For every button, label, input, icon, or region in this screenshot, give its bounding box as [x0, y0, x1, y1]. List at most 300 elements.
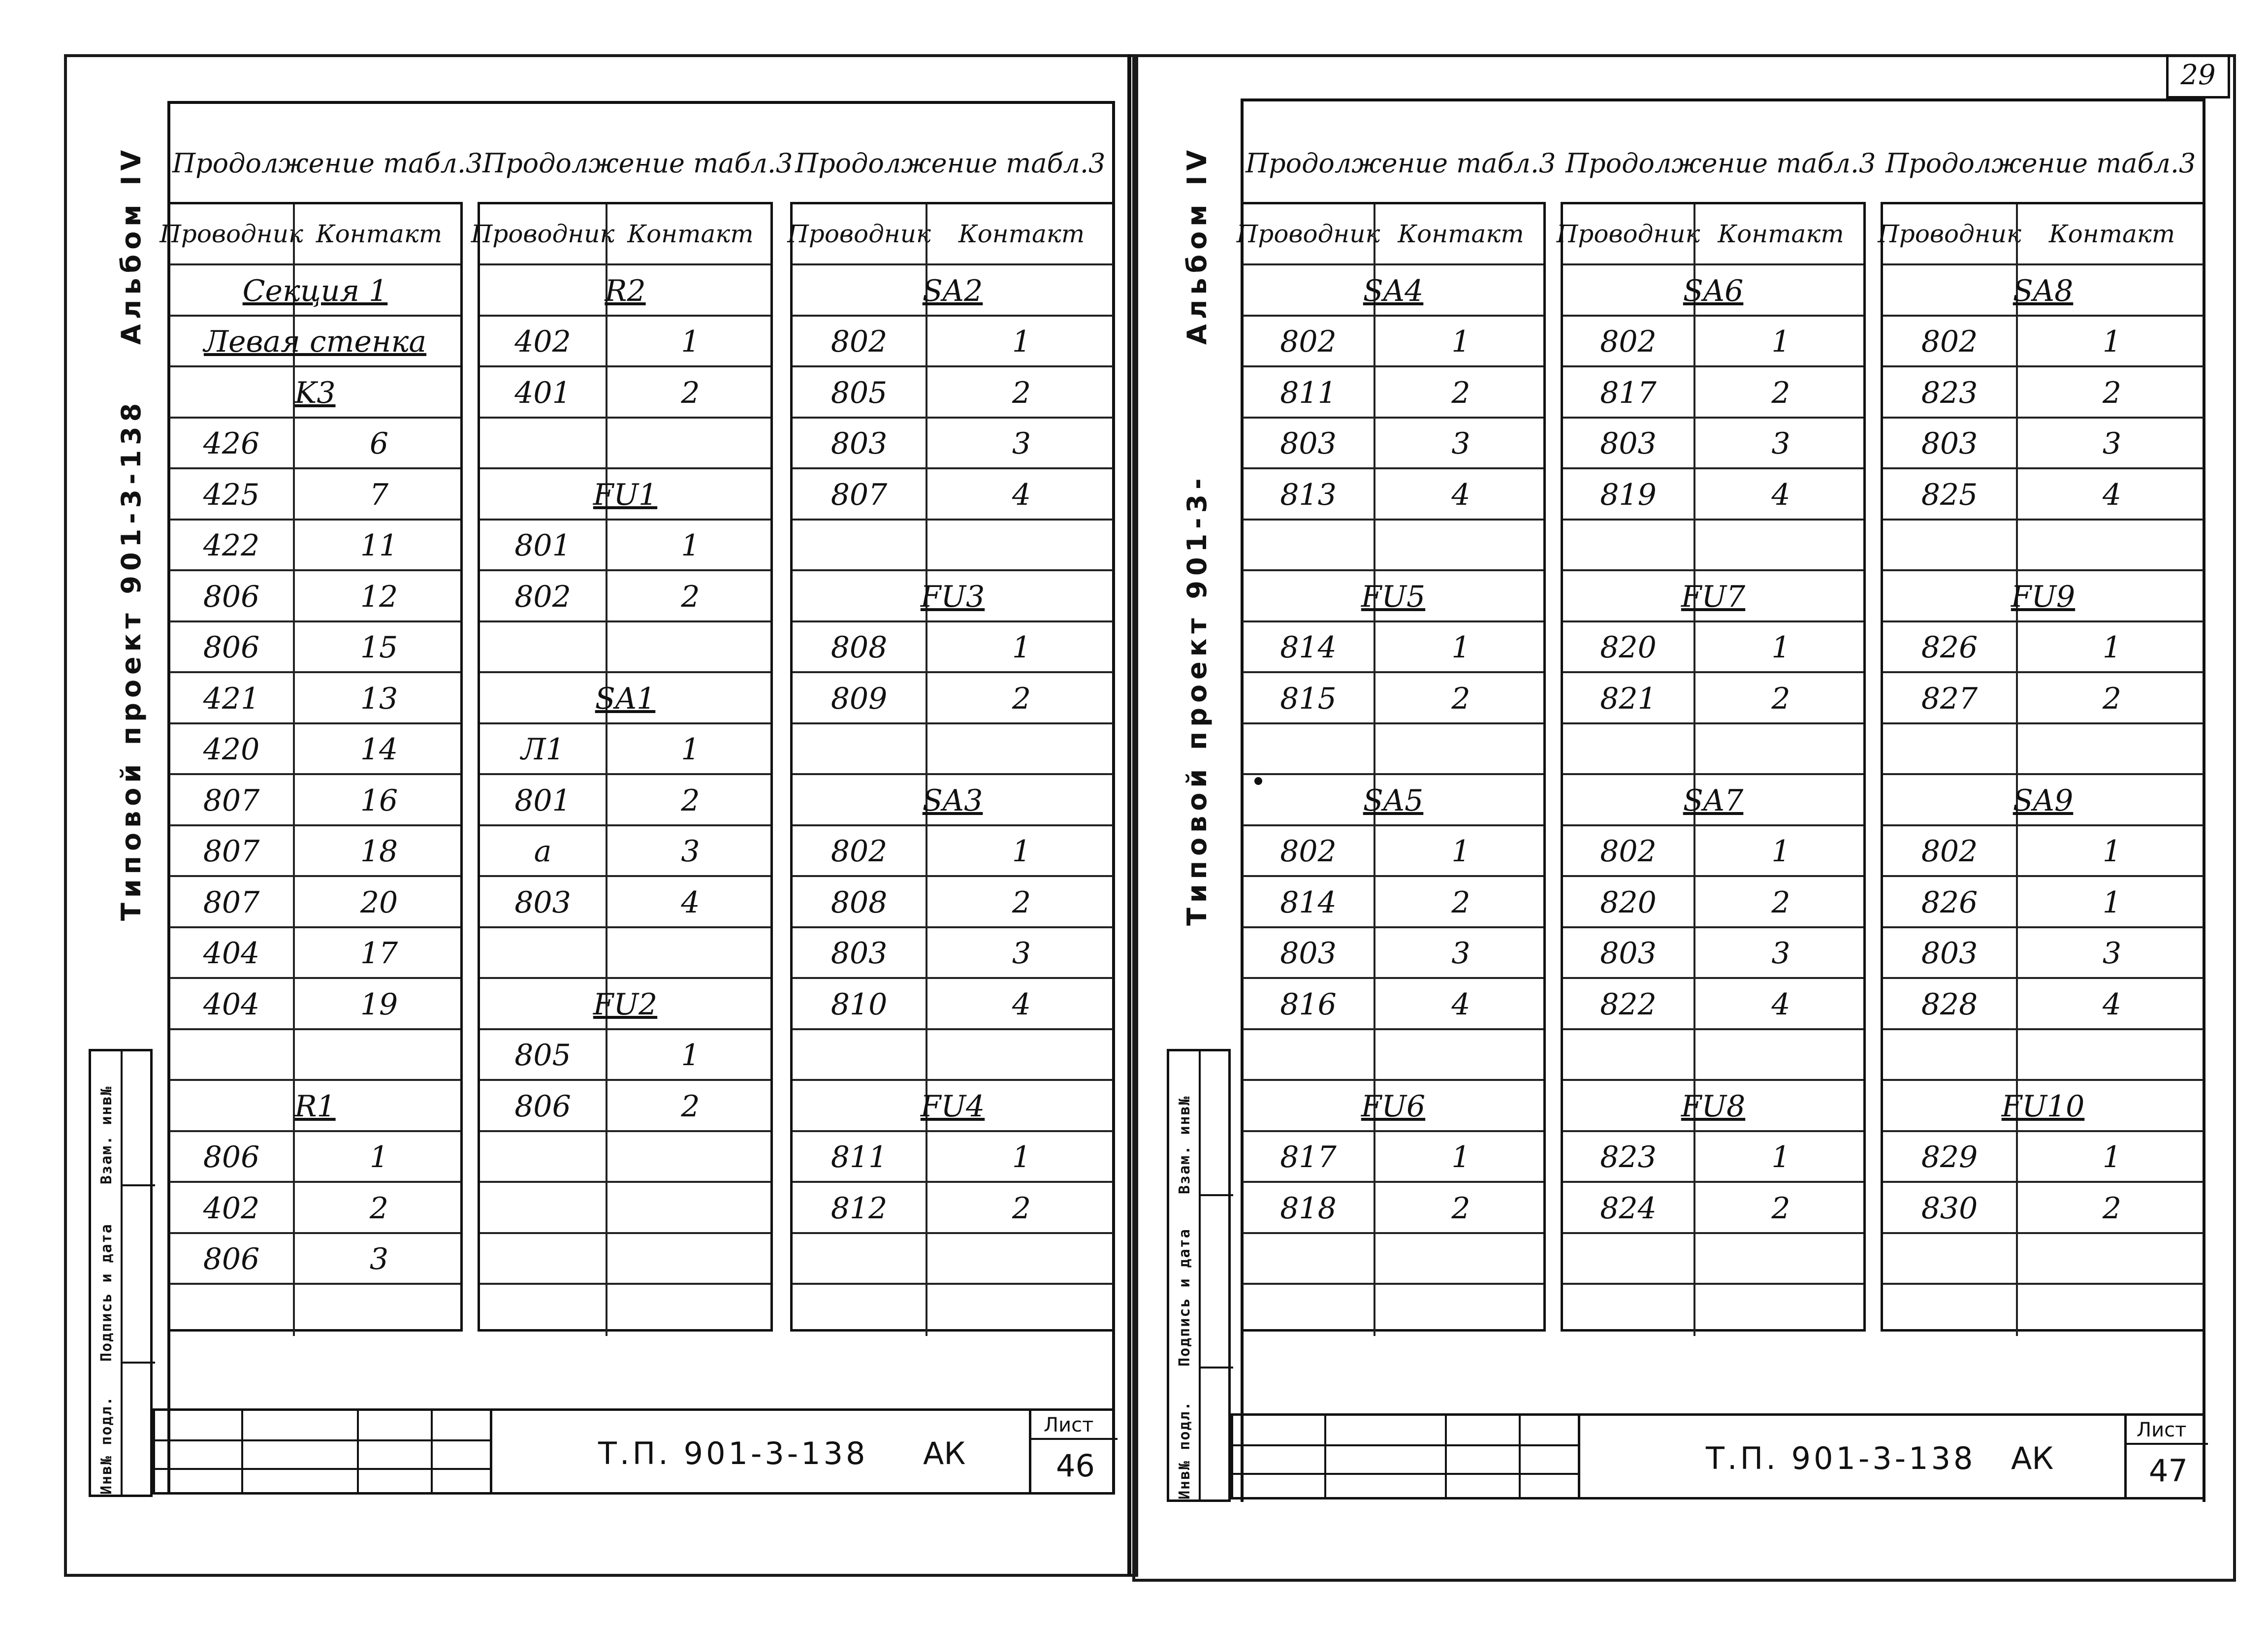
wire-number: 420 — [203, 732, 260, 767]
wire-number: 826 — [1921, 630, 1978, 665]
table-grid — [471, 202, 773, 1332]
contact-number: 1 — [2102, 885, 2122, 920]
contact-number: 1 — [2102, 630, 2122, 665]
contact-number: 1 — [1771, 325, 1790, 359]
table-row — [1883, 1079, 2203, 1132]
wire-number — [1563, 521, 1693, 572]
table-row — [1883, 671, 2203, 724]
left-doc-mark: АК — [923, 1435, 966, 1471]
left-side-stamp — [89, 1049, 153, 1497]
table-row — [480, 365, 770, 419]
contact-number — [293, 1285, 465, 1336]
contact-number: 1 — [681, 325, 700, 359]
table-row — [1243, 569, 1543, 622]
contact-number: 1 — [2102, 325, 2122, 359]
right-doc-code: Т.П. 901-3-138 — [1706, 1440, 1976, 1476]
table-row — [1563, 722, 1863, 776]
contact-number: 2 — [1451, 885, 1470, 920]
wire-number: 814 — [1280, 630, 1337, 665]
table-row — [1883, 824, 2203, 878]
section-label: FU4 — [920, 1089, 985, 1124]
table-row — [170, 1028, 460, 1081]
contact-number — [926, 724, 1118, 776]
wire-number: 803 — [831, 936, 888, 971]
table-row — [480, 1130, 770, 1183]
contact-number: 4 — [1012, 987, 1031, 1022]
wire-number — [480, 622, 606, 674]
wire-number — [480, 419, 606, 470]
table-row — [480, 519, 770, 572]
wire-number — [1563, 724, 1693, 776]
scan-dot — [1254, 777, 1262, 785]
column-header-contact: Контакт — [316, 220, 443, 248]
right-title-block — [1231, 1413, 2205, 1499]
table-row — [793, 671, 1113, 724]
table-row — [1883, 365, 2203, 419]
table-row — [170, 1181, 460, 1234]
table-row — [793, 977, 1113, 1030]
table-row — [1243, 315, 1543, 368]
table-row — [480, 722, 770, 776]
contact-number — [606, 1285, 775, 1336]
table-row — [793, 1079, 1113, 1132]
column-header-wire: Проводник — [1556, 220, 1700, 248]
wire-number: 803 — [1280, 426, 1337, 461]
wire-number: 803 — [1921, 936, 1978, 971]
contact-number — [1693, 521, 1868, 572]
contact-number: 2 — [1012, 885, 1031, 920]
wire-number: 426 — [203, 426, 260, 461]
wire-number — [1243, 1285, 1374, 1336]
table-row — [1243, 1181, 1543, 1234]
contact-number: 16 — [360, 783, 398, 818]
wire-number — [480, 1132, 606, 1183]
contact-number — [1693, 724, 1868, 776]
wire-number: 817 — [1280, 1140, 1337, 1175]
wire-number: 802 — [1921, 325, 1978, 359]
wire-number — [1243, 521, 1374, 572]
wire-number — [480, 1183, 606, 1234]
table-row — [793, 875, 1113, 928]
wire-number — [793, 1285, 926, 1336]
table-header-row — [471, 204, 770, 263]
table-row — [170, 1079, 460, 1132]
table-row — [793, 722, 1113, 776]
table-row — [793, 1181, 1113, 1234]
table-row — [1563, 620, 1863, 674]
wire-number: 805 — [831, 375, 888, 410]
wire-number: 820 — [1600, 885, 1657, 920]
contact-number: 4 — [2102, 477, 2122, 512]
contact-number: 20 — [360, 885, 398, 920]
wire-number: 816 — [1280, 987, 1337, 1022]
column-header-contact: Контакт — [1398, 220, 1524, 248]
wire-number — [480, 1285, 606, 1336]
wire-number: 825 — [1921, 477, 1978, 512]
wire-number: 404 — [203, 987, 260, 1022]
table-row — [1563, 977, 1863, 1030]
contact-number: 3 — [369, 1242, 389, 1277]
contact-number: 4 — [2102, 987, 2122, 1022]
section-label: SA3 — [922, 783, 983, 818]
contact-number: 2 — [2102, 681, 2122, 716]
contact-number — [293, 1030, 465, 1081]
contact-number — [606, 1183, 775, 1234]
table-row — [1243, 824, 1543, 878]
table-row — [1883, 620, 2203, 674]
table-row — [793, 519, 1113, 572]
contact-number — [926, 521, 1118, 572]
wire-number: 829 — [1921, 1140, 1978, 1175]
table-row — [480, 620, 770, 674]
table-heading: Продолжение табл.3 — [482, 148, 793, 179]
table-row — [1243, 1283, 1543, 1336]
table-row — [480, 1079, 770, 1132]
left-sheet-no: 46 — [1056, 1448, 1095, 1484]
table-row — [1563, 875, 1863, 928]
table-row — [1563, 263, 1863, 317]
wire-number: 830 — [1921, 1191, 1978, 1226]
contact-number: 1 — [1012, 1140, 1031, 1175]
section-label: FU5 — [1361, 579, 1426, 614]
wire-number — [1243, 1030, 1374, 1081]
wire-number: 803 — [1600, 936, 1657, 971]
table-row — [1883, 977, 2203, 1030]
contact-number: 1 — [1771, 630, 1790, 665]
table-row — [1243, 1232, 1543, 1285]
table-heading: Продолжение табл.3 — [1565, 148, 1876, 179]
contact-number: 1 — [1451, 325, 1470, 359]
contact-number — [606, 419, 775, 470]
wire-number: 807 — [203, 834, 260, 869]
left-stamp-label-inv: Инв№ подл. — [98, 1396, 115, 1495]
table-header-row — [1236, 204, 1543, 263]
table-grid — [1236, 202, 1546, 1332]
table-row — [480, 824, 770, 878]
contact-number: 1 — [1451, 1140, 1470, 1175]
table-row — [1883, 926, 2203, 979]
table-row — [1883, 773, 2203, 826]
wire-number: 823 — [1921, 375, 1978, 410]
table-grid — [1556, 202, 1866, 1332]
wire-number: 803 — [514, 885, 571, 920]
contact-number: 3 — [1451, 936, 1470, 971]
section-label: FU10 — [2001, 1089, 2085, 1124]
table-row — [170, 722, 460, 776]
table-row — [480, 263, 770, 317]
wire-number: 807 — [203, 885, 260, 920]
contact-number: 2 — [1451, 681, 1470, 716]
contact-number — [1374, 1285, 1548, 1336]
contact-number: 1 — [1771, 1140, 1790, 1175]
table-row — [1883, 263, 2203, 317]
table-heading: Продолжение табл.3 — [1246, 148, 1556, 179]
column-header-wire: Проводник — [1236, 220, 1380, 248]
section-label: SA2 — [922, 273, 983, 308]
column-divider — [606, 204, 607, 263]
table-heading: Продолжение табл.3 — [172, 148, 483, 179]
table-row — [1243, 263, 1543, 317]
right-stamp-label-inv: Инв№ подл. — [1176, 1401, 1193, 1499]
wire-number: 802 — [1280, 325, 1337, 359]
table-row — [1883, 1232, 2203, 1285]
column-header-contact: Контакт — [1718, 220, 1844, 248]
table-row — [480, 977, 770, 1030]
wire-number: 811 — [831, 1140, 888, 1175]
contact-number: 18 — [360, 834, 398, 869]
section-label: FU3 — [920, 579, 985, 614]
table-row — [1563, 926, 1863, 979]
contact-number: 2 — [1771, 885, 1790, 920]
wire-number: 809 — [831, 681, 888, 716]
wire-number — [1563, 1030, 1693, 1081]
wire-number — [793, 724, 926, 776]
table-row — [1563, 1283, 1863, 1336]
contact-number: 1 — [1771, 834, 1790, 869]
left-album-label: Альбом IV — [116, 145, 147, 345]
wire-number: Л1 — [521, 732, 565, 767]
wire-number: 806 — [203, 1140, 260, 1175]
contact-number — [606, 622, 775, 674]
section-label: SA6 — [1683, 273, 1744, 308]
contact-number: 1 — [681, 732, 700, 767]
table-row — [1563, 1232, 1863, 1285]
column-divider — [1374, 204, 1375, 263]
table-grid — [160, 202, 463, 1332]
wire-number: 813 — [1280, 477, 1337, 512]
table-row — [170, 365, 460, 419]
table-row — [1883, 722, 2203, 776]
table-row — [793, 365, 1113, 419]
contact-number: 1 — [1012, 834, 1031, 869]
wire-number: 814 — [1280, 885, 1337, 920]
column-divider — [1693, 204, 1695, 263]
wire-number: 402 — [203, 1191, 260, 1226]
table-row — [170, 620, 460, 674]
wire-number: 802 — [831, 325, 888, 359]
table-grid — [787, 202, 1115, 1332]
section-label: FU7 — [1681, 579, 1746, 614]
contact-number: 1 — [1012, 630, 1031, 665]
wire-number: 805 — [514, 1038, 571, 1073]
contact-number: 1 — [681, 1038, 700, 1073]
contact-number: 2 — [1451, 375, 1470, 410]
right-sheet-no: 47 — [2149, 1453, 2188, 1489]
table-row — [480, 569, 770, 622]
section-label: SA5 — [1363, 783, 1424, 818]
table-row — [170, 1232, 460, 1285]
wire-number: 401 — [514, 375, 571, 410]
contact-number: 3 — [1012, 426, 1031, 461]
section-label: FU6 — [1361, 1089, 1426, 1124]
wire-number: 422 — [203, 528, 260, 563]
table-row — [480, 1181, 770, 1234]
column-divider — [293, 204, 295, 263]
wire-number: 806 — [203, 1242, 260, 1277]
contact-number: 4 — [1771, 477, 1790, 512]
contact-number: 3 — [1451, 426, 1470, 461]
wire-number — [1883, 1285, 2016, 1336]
contact-number: 3 — [1771, 936, 1790, 971]
contact-number: 7 — [369, 477, 389, 512]
table-row — [1883, 569, 2203, 622]
right-stamp-label-sign: Подпись и дата — [1176, 1228, 1193, 1367]
table-row — [793, 620, 1113, 674]
contact-number: 1 — [1451, 630, 1470, 665]
wire-number — [1563, 1285, 1693, 1336]
table-row — [793, 1232, 1113, 1285]
wire-number: 826 — [1921, 885, 1978, 920]
wire-number: 802 — [1600, 834, 1657, 869]
section-label: Секция 1 — [242, 273, 388, 308]
left-doc-code: Т.П. 901-3-138 — [598, 1435, 868, 1471]
wire-number: 421 — [203, 681, 260, 716]
wire-number: 815 — [1280, 681, 1337, 716]
contact-number: 4 — [681, 885, 700, 920]
contact-number — [1374, 521, 1548, 572]
column-divider — [926, 204, 927, 263]
wire-number: 806 — [514, 1089, 571, 1124]
table-row — [1243, 467, 1543, 521]
contact-number: 2 — [1012, 375, 1031, 410]
table-row — [1563, 824, 1863, 878]
contact-number — [2016, 1234, 2208, 1285]
contact-number: 2 — [1771, 375, 1790, 410]
wire-number: 802 — [831, 834, 888, 869]
wire-number — [170, 1030, 293, 1081]
wire-number — [793, 521, 926, 572]
wire-number — [793, 1030, 926, 1081]
table-row — [793, 773, 1113, 826]
wire-number: 824 — [1600, 1191, 1657, 1226]
contact-number — [926, 1285, 1118, 1336]
contact-number: 1 — [1012, 325, 1031, 359]
right-doc-mark: АК — [2011, 1440, 2054, 1476]
contact-number — [1693, 1030, 1868, 1081]
section-label: K3 — [294, 375, 336, 410]
table-row — [480, 1028, 770, 1081]
wire-number: 820 — [1600, 630, 1657, 665]
wire-number: 822 — [1600, 987, 1657, 1022]
section-label: Левая стенка — [203, 325, 427, 359]
table-row — [1563, 1181, 1863, 1234]
wire-number — [170, 1285, 293, 1336]
table-heading: Продолжение табл.3 — [1885, 148, 2196, 179]
table-row — [1243, 1130, 1543, 1183]
table-row — [1883, 875, 2203, 928]
wire-number: 811 — [1280, 375, 1337, 410]
contact-number: 2 — [1771, 1191, 1790, 1226]
table-row — [1883, 1181, 2203, 1234]
contact-number: 2 — [1012, 1191, 1031, 1226]
wire-number — [480, 928, 606, 979]
table-row — [170, 773, 460, 826]
contact-number: 2 — [681, 783, 700, 818]
contact-number: 1 — [2102, 834, 2122, 869]
wire-number: 810 — [831, 987, 888, 1022]
table-header-row — [1878, 204, 2203, 263]
wire-number: 803 — [1280, 936, 1337, 971]
table-row — [1563, 569, 1863, 622]
wire-number: 802 — [1600, 325, 1657, 359]
table-row — [1243, 365, 1543, 419]
table-row — [1243, 1028, 1543, 1081]
wire-number — [1883, 521, 2016, 572]
contact-number: 3 — [2102, 936, 2122, 971]
section-label: SA7 — [1683, 783, 1744, 818]
table-row — [1243, 977, 1543, 1030]
table-row — [1563, 1130, 1863, 1183]
table-row — [480, 417, 770, 470]
table-row — [480, 1232, 770, 1285]
section-label: R2 — [605, 273, 646, 308]
table-row — [170, 1130, 460, 1183]
wire-number: 803 — [1921, 426, 1978, 461]
contact-number: 4 — [1771, 987, 1790, 1022]
wire-number — [1563, 1234, 1693, 1285]
section-label: FU9 — [2011, 579, 2076, 614]
table-row — [1563, 417, 1863, 470]
contact-number: 1 — [369, 1140, 389, 1175]
contact-number: 2 — [1451, 1191, 1470, 1226]
column-header-contact: Контакт — [958, 220, 1085, 248]
table-row — [1243, 671, 1543, 724]
section-label: SA1 — [595, 681, 656, 716]
contact-number — [1374, 724, 1548, 776]
column-header-wire: Проводник — [471, 220, 615, 248]
table-row — [480, 773, 770, 826]
table-row — [170, 467, 460, 521]
table-row — [793, 926, 1113, 979]
table-row — [793, 1130, 1113, 1183]
contact-number — [1693, 1285, 1868, 1336]
table-row — [1563, 671, 1863, 724]
right-sheet-label: Лист — [2137, 1419, 2187, 1441]
section-label: SA8 — [2012, 273, 2074, 308]
contact-number: 2 — [2102, 375, 2122, 410]
table-row — [1563, 1079, 1863, 1132]
column-header-contact: Контакт — [627, 220, 754, 248]
contact-number — [2016, 724, 2208, 776]
contact-number: 19 — [360, 987, 398, 1022]
table-row — [170, 977, 460, 1030]
contact-number: 2 — [2102, 1191, 2122, 1226]
contact-number — [2016, 1030, 2208, 1081]
table-row — [170, 671, 460, 724]
contact-number — [926, 1030, 1118, 1081]
table-row — [1563, 773, 1863, 826]
wire-number — [1883, 724, 2016, 776]
table-row — [1563, 519, 1863, 572]
wire-number: 807 — [203, 783, 260, 818]
table-row — [170, 1283, 460, 1336]
left-title-block — [153, 1408, 1115, 1495]
wire-number: 817 — [1600, 375, 1657, 410]
table-row — [1883, 1283, 2203, 1336]
wire-number: 802 — [1921, 834, 1978, 869]
table-row — [170, 569, 460, 622]
table-row — [480, 875, 770, 928]
wire-number: 808 — [831, 885, 888, 920]
section-label: SA4 — [1363, 273, 1424, 308]
left-project-label: Типовой проект 901-3-138 — [116, 398, 147, 921]
contact-number: 3 — [2102, 426, 2122, 461]
contact-number: 4 — [1451, 477, 1470, 512]
table-row — [1243, 722, 1543, 776]
right-album-label: Альбом IV — [1182, 145, 1213, 345]
contact-number: 11 — [360, 528, 398, 563]
table-row — [1883, 467, 2203, 521]
